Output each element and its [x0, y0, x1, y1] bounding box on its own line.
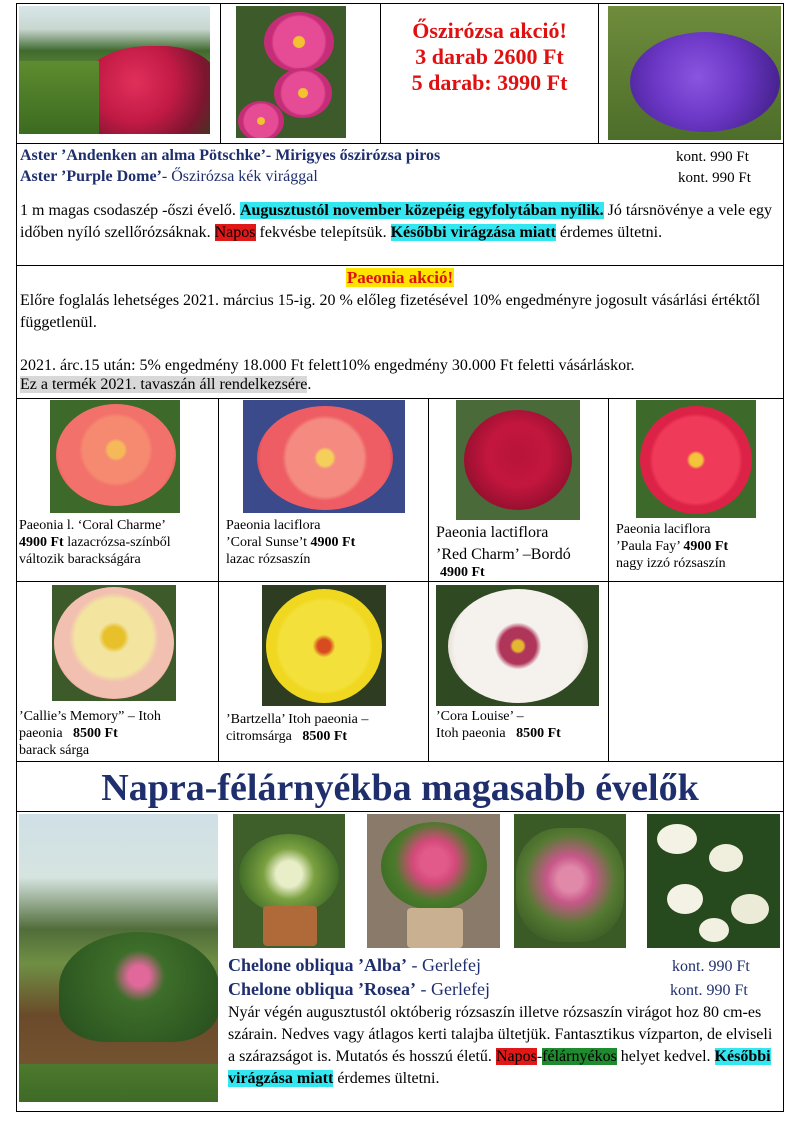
divider	[218, 398, 219, 761]
peony-3-cultivar: ’Red Charm’ –Bordó	[436, 546, 571, 563]
peony-2-desc: lazac rózsaszín	[226, 552, 311, 567]
divider	[598, 3, 599, 143]
divider	[608, 398, 609, 761]
chelone-description	[228, 1002, 776, 1090]
peony-2-cultivar: ’Coral Sunse’t	[226, 535, 311, 550]
aster-desc-text: 1 m magas csodaszép -őszi évelő.	[20, 202, 240, 219]
aster-promo-line1: 3 darab 2600 Ft	[415, 44, 564, 69]
peony-caption-2	[226, 517, 426, 568]
aster-desc-highlight-sunny: Napos	[214, 224, 256, 241]
aster-item2-name	[20, 168, 318, 186]
peony-7-price: 8500 Ft	[516, 726, 561, 741]
paeonia-promo-p3	[20, 374, 780, 396]
peony-4-desc: nagy izzó rózsaszín	[616, 556, 726, 571]
peony-7-name: ’Cora Louise’ –	[436, 709, 524, 724]
peony-1-desc: lazacrózsa-színből	[63, 535, 171, 550]
aster-description	[20, 200, 780, 244]
divider	[16, 581, 784, 582]
peony-2-name: Paeonia laciflora	[226, 518, 321, 533]
chelone-desc-text: helyet kedvel.	[616, 1048, 715, 1065]
peony-4-name: Paeonia laciflora	[616, 522, 711, 537]
peony-6-desc: citromsárga	[226, 729, 296, 744]
peony-4-price: 4900 Ft	[683, 539, 729, 554]
chelone-item1-price: kont. 990 Ft	[672, 958, 750, 975]
chelone-item2-name	[228, 979, 490, 1000]
peony-6-price: 8500 Ft	[302, 729, 348, 744]
aster-item1-price: kont. 990 Ft	[676, 149, 749, 165]
peony-5-name: ’Callie’s Memory” – Itoh	[19, 709, 161, 724]
peony-cora-louise-photo	[436, 585, 599, 706]
divider	[16, 811, 784, 812]
peony-5-desc: barack sárga	[19, 743, 90, 758]
peony-caption-6	[226, 711, 426, 745]
aster-garden-photo	[19, 6, 210, 134]
peony-coral-charme-photo	[50, 400, 180, 513]
aster-desc-text: érdemes ültetni.	[555, 224, 663, 241]
divider	[16, 398, 784, 399]
paeonia-promo-title-text: Paeonia akció!	[346, 268, 454, 287]
chelone-rosea-pot-photo	[367, 814, 500, 948]
peony-caption-4	[616, 521, 782, 572]
paeonia-promo-title	[16, 268, 784, 288]
chelone-rosea-garden-photo	[514, 814, 626, 948]
peony-paula-fay-photo	[636, 400, 756, 518]
chelone-desc-text: Nyár végén augusztustól októberig rózsaszín illetve rózsaszín virágot hoz 80 cm-es szárain. Nedves vagy átlagos kerti talajba ültetjük. Fantasztikus vízparton, de elviseli a szárazságot is. Mutatós és hosszú életű.	[228, 1004, 773, 1065]
aster-promo-title: Őszirózsa akció!	[412, 18, 567, 43]
peony-6-name: ’Bartzella’ Itoh paeonia –	[226, 712, 369, 727]
paeonia-promo-p3-text: Ez a termék 2021. tavaszán áll rendelkezsére	[20, 376, 308, 393]
peony-3-price: 4900 Ft	[440, 565, 485, 580]
aster-promo-line2: 5 darab: 3990 Ft	[411, 70, 568, 95]
chelone-item2-price: kont. 990 Ft	[670, 982, 748, 999]
peony-red-charm-photo	[456, 400, 580, 520]
border-left	[16, 3, 17, 1112]
peony-3-name: Paeonia lactiflora	[436, 524, 549, 541]
aster-desc-text: fekvésbe telepítsük.	[255, 224, 391, 241]
peony-1-price: 4900 Ft	[19, 535, 64, 550]
peony-4-cultivar: ’Paula Fay’	[616, 539, 684, 554]
peony-caption-3	[436, 522, 608, 580]
peony-2-price: 4900 Ft	[310, 535, 356, 550]
divider	[16, 265, 784, 266]
aster-item2-name-a: Aster ’Purple Dome’	[20, 168, 162, 185]
aster-desc-text: Jó társnövénye a vele egy időben nyíló szellőrózsáknak.	[20, 202, 773, 241]
paeonia-promo-p2: 2021. árc.15 után: 5% engedmény 18.000 Ft felett10% engedmény 30.000 Ft feletti vásárláskor.	[20, 357, 635, 374]
aster-desc-highlight-late: Későbbi virágzása miatt	[390, 224, 556, 241]
chelone-item2-name-b: - Gerlefej	[416, 979, 490, 999]
border-bottom	[16, 1111, 784, 1112]
aster-item2-name-b: - Őszirózsa kék virággal	[161, 168, 318, 185]
peony-caption-7	[436, 708, 606, 742]
chelone-item1-name-a: Chelone obliqua ’Alba’	[228, 955, 408, 975]
peony-callies-memory-photo	[52, 585, 176, 701]
aster-item1-name: Aster ’Andenken an alma Pötschke’- Mirigyes őszirózsa piros	[20, 147, 441, 164]
peony-coral-sunset-photo	[243, 400, 405, 513]
peony-5-name2: paeonia	[19, 726, 67, 741]
peony-caption-1	[19, 517, 215, 568]
paeonia-promo-p1: Előre foglalás lehetséges 2021. március 15-ig. 20 % előleg fizetésével 10% engedményre jogosult vásárlási értéktől függetlenül.	[20, 292, 761, 331]
divider	[16, 143, 784, 144]
peony-caption-5	[19, 708, 215, 759]
divider	[220, 3, 221, 143]
chelone-desc-highlight-sunny: Napos	[495, 1048, 537, 1065]
border-right	[783, 3, 784, 1112]
chelone-item1-name	[228, 955, 481, 976]
divider	[428, 398, 429, 761]
peony-1-name: Paeonia l. ‘Coral Charme’	[19, 518, 166, 533]
peony-bartzella-photo	[262, 585, 386, 706]
peony-1-desc2: változik barackságára	[19, 552, 141, 567]
peony-5-price: 8500 Ft	[73, 726, 118, 741]
chelone-garden-photo	[19, 814, 218, 1102]
chelone-desc-highlight-late: Későbbi virágzása miatt	[228, 1048, 771, 1087]
chelone-alba-closeup-photo	[647, 814, 780, 948]
aster-purple-photo	[608, 6, 781, 140]
aster-item2-price: kont. 990 Ft	[678, 170, 751, 186]
peony-7-name2: Itoh paeonia	[436, 726, 510, 741]
chelone-item1-name-b: - Gerlefej	[407, 955, 481, 975]
aster-promo-box	[381, 4, 598, 143]
chelone-desc-highlight-shade: félárnyékos	[542, 1048, 617, 1065]
chelone-alba-pot-photo	[233, 814, 345, 948]
aster-pink-photo	[236, 6, 346, 138]
chelone-desc-dash: -	[536, 1048, 543, 1065]
chelone-desc-text: érdemes ültetni.	[333, 1070, 440, 1087]
aster-desc-highlight-bloom: Augusztustól november közepéig egyfolytában nyílik.	[239, 202, 604, 219]
chelone-item2-name-a: Chelone obliqua ’Rosea’	[228, 979, 417, 999]
paeonia-promo-p3-end: .	[307, 376, 312, 393]
section-title: Napra-félárnyékba magasabb évelők	[101, 767, 699, 809]
